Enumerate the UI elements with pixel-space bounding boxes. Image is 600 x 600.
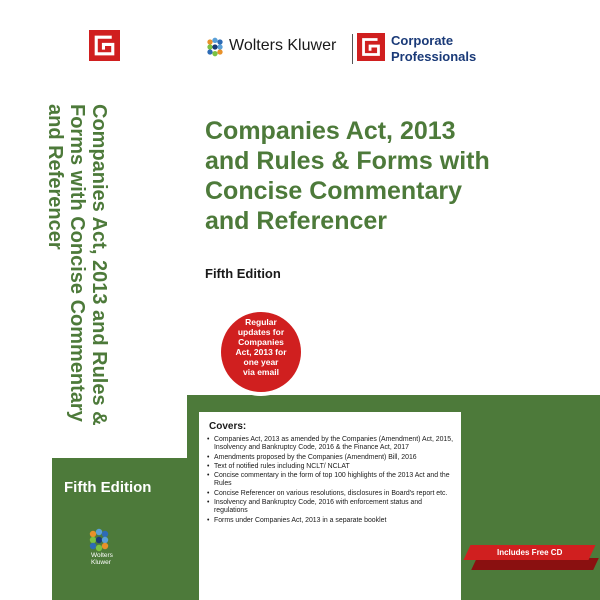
spine-publisher	[91, 552, 113, 566]
edition-label: Fifth Edition	[205, 266, 281, 281]
co-publisher-line: Corporate	[391, 33, 454, 48]
publisher-name: Wolters Kluwer	[229, 37, 337, 54]
badge-line: via email	[243, 367, 279, 377]
covers-list	[207, 436, 457, 526]
spine-title	[44, 104, 110, 464]
covers-item: • Concise commentary in the form of top 100 highlights of the 2013 Act and the Rules	[207, 472, 457, 489]
covers-heading: Covers:	[209, 421, 247, 432]
covers-item: • Text of notified rules including NCLT/ NCLAT	[207, 463, 457, 471]
spine-title-line: Forms with Concise Commentary	[66, 104, 88, 422]
badge-line: updates for	[237, 327, 285, 337]
covers-item: • Insolvency and Bankruptcy Code, 2016 with enforcement status and regulations	[207, 499, 457, 516]
covers-item: • Companies Act, 2013 as amended by the Companies (Amendment) Act, 2015, Insolvency and Bankruptcy Code, 2016 & the Finance Act, 2017	[207, 436, 457, 453]
spine-title-line: and Referencer	[44, 104, 66, 250]
front-cover	[187, 0, 600, 600]
book-title-line: Concise Commentary	[205, 177, 463, 205]
covers-item: • Concise Referencer on various resolutions, disclosures in Board's report etc.	[207, 490, 457, 498]
book-spine	[44, 0, 187, 600]
wolters-kluwer-globe-icon	[87, 528, 111, 552]
badge-line: Companies	[238, 337, 284, 347]
spine-title-line: Companies Act, 2013 and Rules &	[88, 104, 110, 426]
publisher-divider	[352, 34, 353, 64]
wolters-kluwer-globe-icon	[205, 37, 225, 57]
book-title-line: and Referencer	[205, 207, 388, 235]
book-title-line: and Rules & Forms with	[205, 147, 490, 175]
free-cd-label: Includes Free CD	[496, 548, 563, 557]
badge-line: Act, 2013 for	[235, 347, 287, 357]
co-publisher-name	[391, 33, 476, 65]
co-publisher-line: Professionals	[391, 49, 477, 64]
badge-line: Regular	[245, 317, 277, 327]
free-cd-tag	[464, 545, 596, 560]
spine-edition: Fifth Edition	[64, 479, 152, 496]
book-title-line: Companies Act, 2013	[205, 117, 456, 145]
covers-item: • Amendments proposed by the Companies (Amendment) Bill, 2016	[207, 454, 457, 462]
cp-spine-logo-icon	[89, 30, 120, 61]
spine-publisher-line: Kluwer	[91, 559, 111, 566]
spine-publisher-line: Wolters	[91, 552, 113, 559]
updates-badge-text	[224, 317, 298, 377]
badge-line: one year	[243, 357, 279, 367]
cp-square-logo-icon	[357, 33, 385, 61]
book-title	[205, 116, 595, 236]
covers-item: • Forms under Companies Act, 2013 in a separate booklet	[207, 517, 457, 525]
